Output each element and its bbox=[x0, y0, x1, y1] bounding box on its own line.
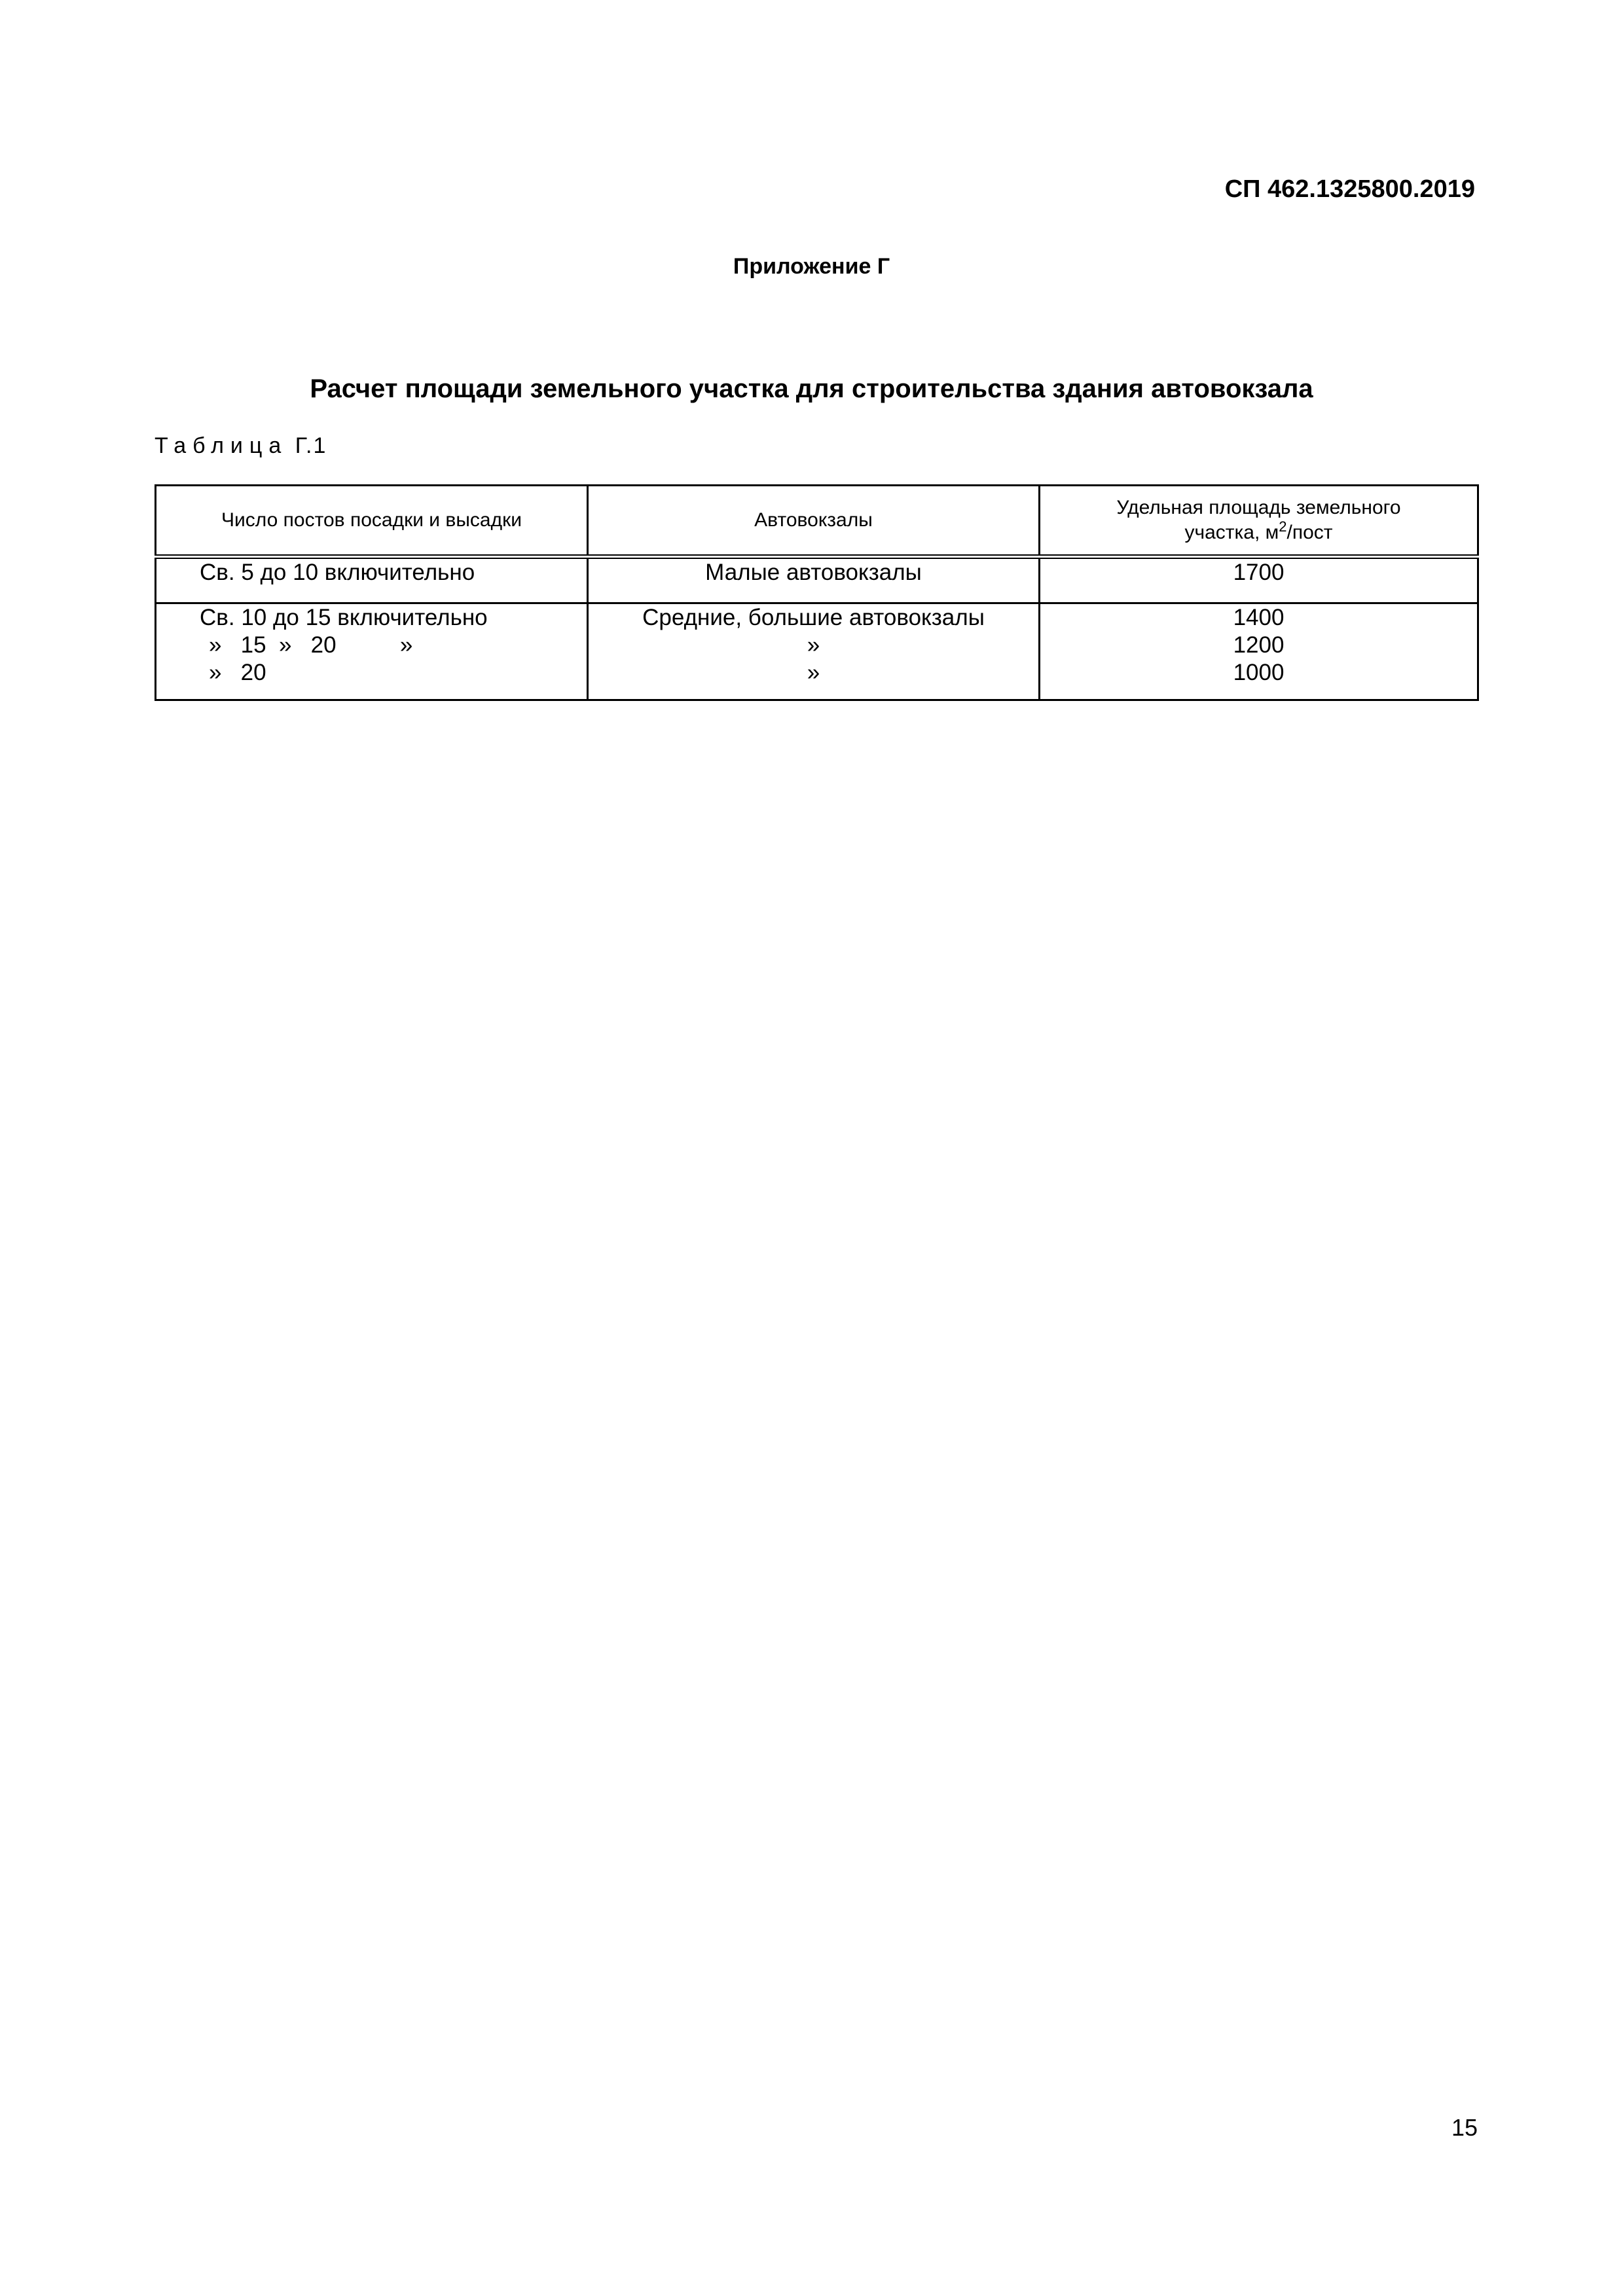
header-area-line1: Удельная площадь земельного bbox=[1116, 497, 1401, 518]
cell-text: » 20 bbox=[209, 660, 266, 685]
page-number: 15 bbox=[1451, 2114, 1478, 2141]
cell-text: 1000 bbox=[1233, 660, 1285, 685]
table-caption-number: Г.1 bbox=[295, 433, 327, 458]
header-area-line2: участка, $м^2$/пост bbox=[1184, 518, 1333, 543]
cell-text: » bbox=[807, 660, 820, 685]
table-row bbox=[156, 603, 1478, 700]
cell-area bbox=[1040, 557, 1478, 603]
table-caption-word: Таблица bbox=[155, 433, 288, 458]
header-area bbox=[1040, 486, 1478, 557]
header-posts: Число постов посадки и высадки bbox=[156, 486, 588, 557]
land-area-table bbox=[155, 484, 1479, 701]
document-code: СП 462.1325800.2019 bbox=[1224, 175, 1475, 203]
cell-text: Св. 5 до 10 включительно bbox=[200, 560, 475, 585]
cell-text: Средние, большие автовокзалы bbox=[642, 605, 985, 630]
cell-text: 1200 bbox=[1233, 632, 1285, 658]
cell-area bbox=[1040, 603, 1478, 700]
cell-stations bbox=[588, 603, 1040, 700]
header-stations: Автовокзалы bbox=[588, 486, 1040, 557]
page-title: Расчет площади земельного участка для строительства здания автовокзала bbox=[310, 374, 1313, 403]
table-caption bbox=[155, 433, 327, 459]
cell-stations bbox=[588, 557, 1040, 603]
appendix-label: Приложение Г bbox=[733, 254, 890, 279]
cell-posts bbox=[156, 603, 588, 700]
cell-text: 1700 bbox=[1233, 560, 1285, 585]
cell-text: Св. 10 до 15 включительно bbox=[200, 605, 488, 630]
cell-text: » 15 » 20 » bbox=[209, 632, 413, 658]
cell-text: » bbox=[807, 632, 820, 658]
cell-text: Малые автовокзалы bbox=[705, 560, 922, 585]
cell-posts bbox=[156, 557, 588, 603]
cell-text: 1400 bbox=[1233, 605, 1285, 630]
table-header-row bbox=[156, 486, 1478, 557]
table-row bbox=[156, 557, 1478, 603]
